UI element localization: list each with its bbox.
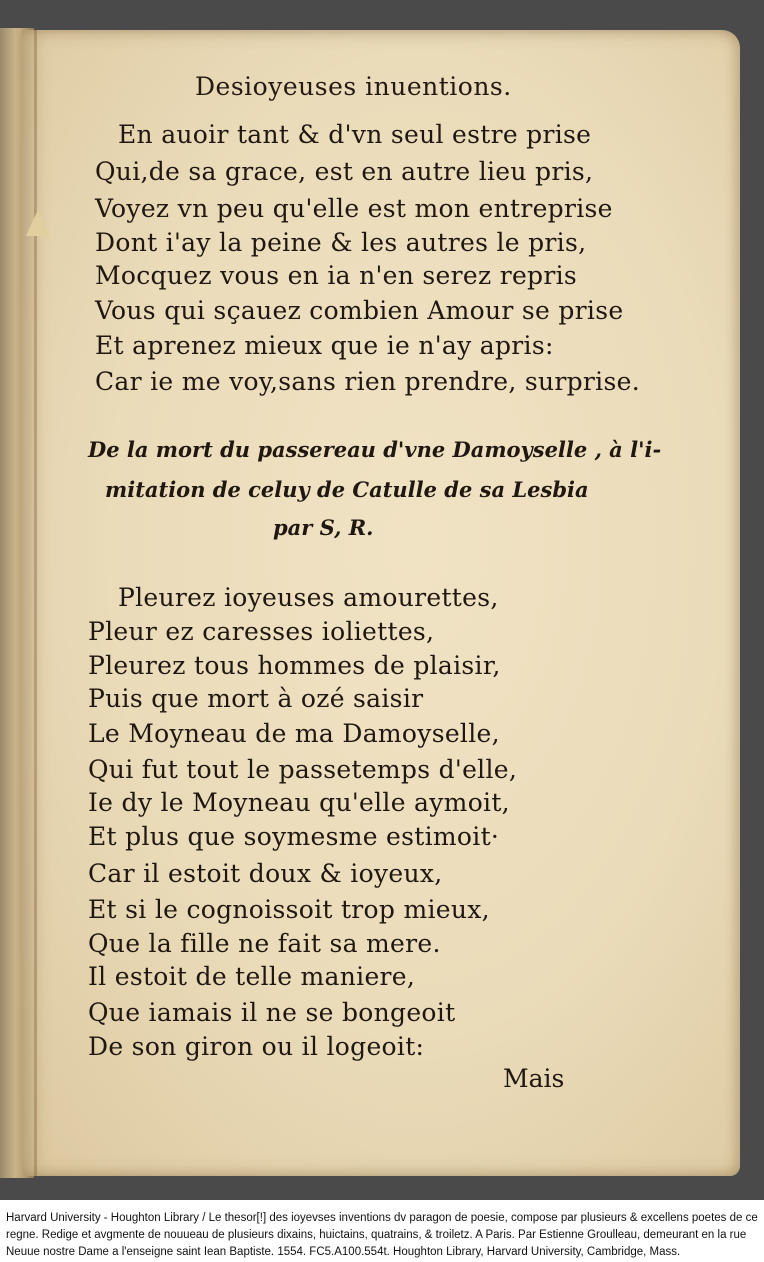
poem-line: Dont i'ay la peine & les autres le pris, (95, 228, 587, 257)
poem-line: Qui,de sa grace, est en autre lieu pris, (95, 157, 594, 186)
poem-heading-line: par S, R. (273, 515, 374, 540)
poem-line: En auoir tant & d'vn seul estre prise (118, 120, 592, 149)
poem-line: Que la fille ne fait sa mere. (88, 929, 441, 958)
poem-line: Car ie me voy,sans rien prendre, surprise. (95, 367, 640, 396)
poem-line: Le Moyneau de ma Damoyselle, (88, 719, 500, 748)
poem-heading-line: De la mort du passereau d'vne Damoyselle , à l'i- (88, 437, 662, 462)
poem-line: Puis que mort à ozé saisir (88, 684, 424, 713)
page-gutter (34, 30, 37, 1176)
poem-line: Car il estoit doux & ioyeux, (88, 859, 443, 888)
poem-line: Et plus que soymesme estimoit· (88, 822, 500, 851)
poem-line: De son giron ou il logeoit: (88, 1032, 425, 1061)
poem-line: Qui fut tout le passetemps d'elle, (88, 755, 518, 784)
poem-line: Pleurez tous hommes de plaisir, (88, 651, 501, 680)
image-credit-caption: Harvard University - Houghton Library / Le thesor[!] des ioyevses inventions dv paragon de poesie, compose par plusieurs & excellens poetes de ce regne. Redige et avgmente de nouueau de plusieurs dixains, huictains, quatrains, & troiletz. A Paris. Par Estienne Groulleau, demeurant en la rue Neuue nostre Dame a l'enseigne saint Iean Baptiste. 1554. FC5.A100.554t. Houghton Library, Harvard University, Cambridge, Mass. (6, 1212, 758, 1258)
poem-line: Vous qui sçauez combien Amour se prise (95, 296, 624, 325)
poem-line: Il estoit de telle maniere, (88, 962, 416, 991)
poem-line: Pleurez ioyeuses amourettes, (118, 583, 499, 612)
poem-line: Pleur ez caresses ioliettes, (88, 617, 435, 646)
poem-heading-line: mitation de celuy de Catulle de sa Lesbia (105, 477, 589, 502)
poem-line: Que iamais il ne se bongeoit (88, 998, 456, 1027)
page-tab-mark (26, 210, 50, 236)
poem-line: Et si le cognoissoit trop mieux, (88, 895, 490, 924)
poem-line: Mocquez vous en ia n'en serez repris (95, 261, 578, 290)
running-head: Desioyeuses inuentions. (195, 72, 512, 101)
poem-line: Ie dy le Moyneau qu'elle aymoit, (88, 788, 510, 817)
catchword: Mais (503, 1064, 565, 1093)
poem-line: Voyez vn peu qu'elle est mon entreprise (95, 194, 613, 223)
poem-line: Et aprenez mieux que ie n'ay apris: (95, 331, 554, 360)
